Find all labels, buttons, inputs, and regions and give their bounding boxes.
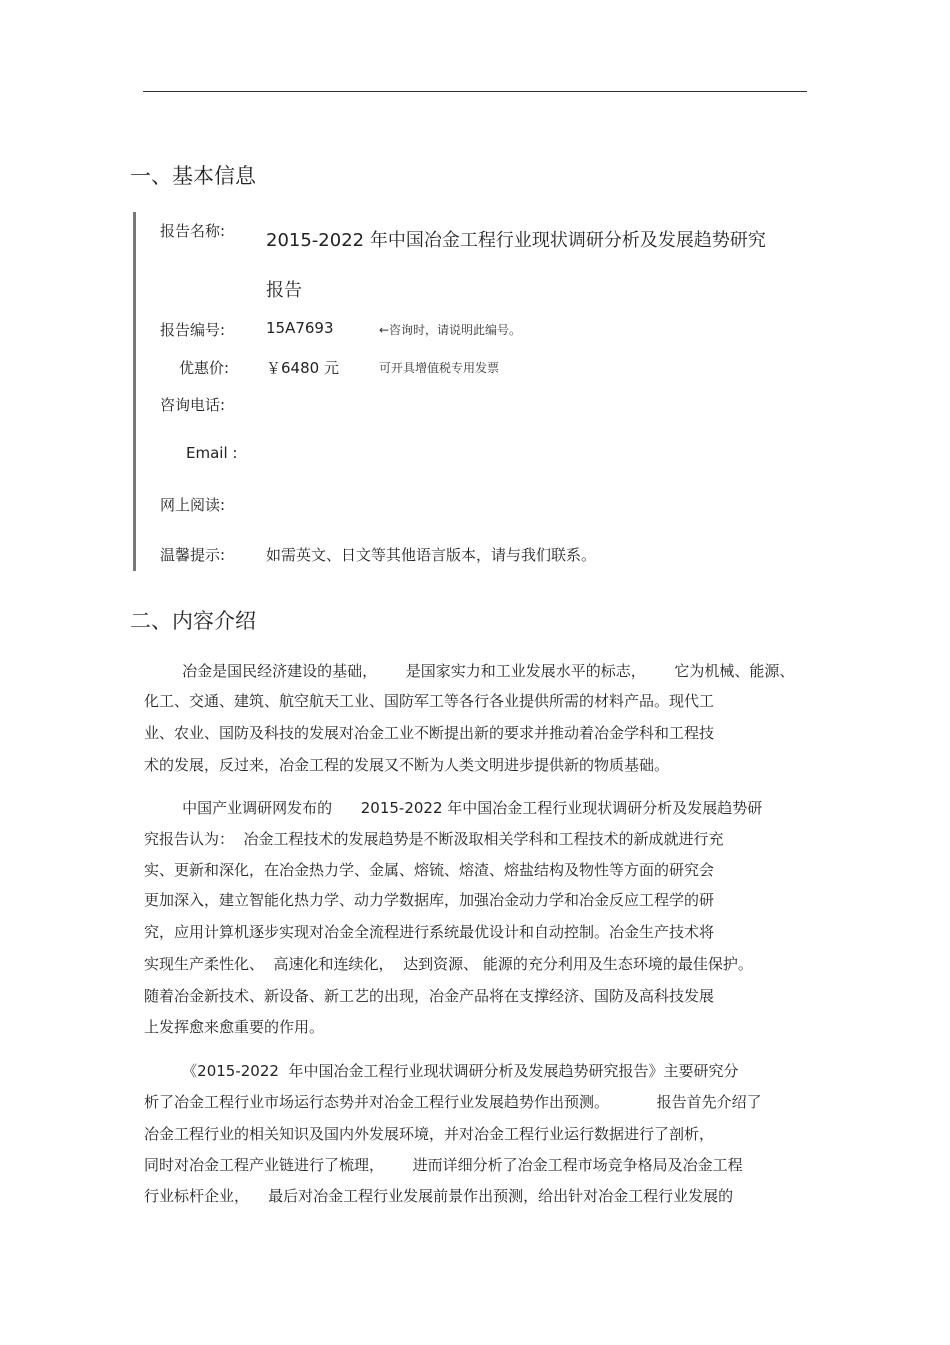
section-heading-content: 二、内容介绍 bbox=[130, 609, 256, 633]
tip-label: 温馨提示: bbox=[160, 546, 226, 564]
paragraph-line: 《2015-2022 年中国冶金工程行业现状调研分析及发展趋势研究报告》主要研究分 bbox=[144, 1062, 739, 1080]
online-reading-label: 网上阅读: bbox=[160, 496, 226, 514]
paragraph-line: 行业标杆企业， 最后对冶金工程行业发展前景作出预测，给出针对冶金工程行业发展的 bbox=[144, 1187, 734, 1205]
paragraph-line: 随着冶金新技术、新设备、新工艺的出现，冶金产品将在支撑经济、国防及高科技发展 bbox=[144, 987, 715, 1005]
paragraph-line: 实、更新和深化，在冶金热力学、金属、熔锍、熔渣、熔盐结构及物性等方面的研究会 bbox=[144, 861, 715, 879]
paragraph-line: 实现生产柔性化、 高速化和连续化， 达到资源、 能源的充分利用及生态环境的最佳保护。 bbox=[144, 955, 753, 973]
paragraph-line: 究，应用计算机逐步实现对冶金全流程进行系统最优设计和自动控制。冶金生产技术将 bbox=[144, 923, 715, 941]
report-name-line-1: 2015-2022 年中国冶金工程行业现状调研分析及发展趋势研究 bbox=[266, 230, 766, 251]
header-rule bbox=[143, 91, 807, 92]
price-note: 可开具增值税专用发票 bbox=[379, 361, 500, 375]
paragraph-line: 更加深入，建立智能化热力学、动力学数据库，加强冶金动力学和冶金反应工程学的研 bbox=[144, 891, 715, 909]
paragraph-line: 化工、交通、建筑、航空航天工业、国防军工等各行各业提供所需的材料产品。现代工 bbox=[144, 692, 715, 710]
price-label: 优惠价: bbox=[179, 359, 230, 377]
paragraph-line: 上发挥愈来愈重要的作用。 bbox=[144, 1018, 325, 1036]
report-code-label: 报告编号: bbox=[160, 321, 226, 339]
paragraph-line: 冶金是国民经济建设的基础， 是国家实力和工业发展水平的标志， 它为机械、能源、 bbox=[144, 662, 795, 680]
paragraph-line: 业、农业、国防及科技的发展对冶金工业不断提出新的要求并推动着冶金学科和工程技 bbox=[144, 724, 715, 742]
report-name-line-2: 报告 bbox=[266, 280, 302, 301]
paragraph-line: 究报告认为： 冶金工程技术的发展趋势是不断汲取相关学科和工程技术的新成就进行充 bbox=[144, 830, 724, 848]
phone-label: 咨询电话: bbox=[160, 396, 226, 414]
email-label: Email : bbox=[186, 444, 238, 462]
paragraph-line: 中国产业调研网发布的 2015-2022 年中国冶金工程行业现状调研分析及发展趋势研 bbox=[144, 799, 763, 817]
report-name-label: 报告名称: bbox=[160, 222, 226, 240]
report-code-note: ←咨询时，请说明此编号。 bbox=[379, 323, 522, 337]
section-heading-basic-info: 一、基本信息 bbox=[130, 164, 256, 188]
paragraph-line: 同时对冶金工程产业链进行了梳理， 进而详细分析了冶金工程市场竞争格局及冶金工程 bbox=[144, 1156, 743, 1174]
price-value: ￥6480 元 bbox=[266, 359, 339, 377]
paragraph-line: 析了冶金工程行业市场运行态势并对冶金工程行业发展趋势作出预测。 报告首先介绍了 bbox=[144, 1093, 762, 1111]
report-code-value: 15A7693 bbox=[266, 319, 334, 337]
paragraph-line: 术的发展，反过来，冶金工程的发展又不断为人类文明进步提供新的物质基础。 bbox=[144, 756, 670, 774]
info-block-bar bbox=[133, 212, 136, 571]
paragraph-line: 冶金工程行业的相关知识及国内外发展环境，并对冶金工程行业运行数据进行了剖析， bbox=[144, 1125, 715, 1143]
tip-text: 如需英文、日文等其他语言版本，请与我们联系。 bbox=[266, 546, 597, 564]
